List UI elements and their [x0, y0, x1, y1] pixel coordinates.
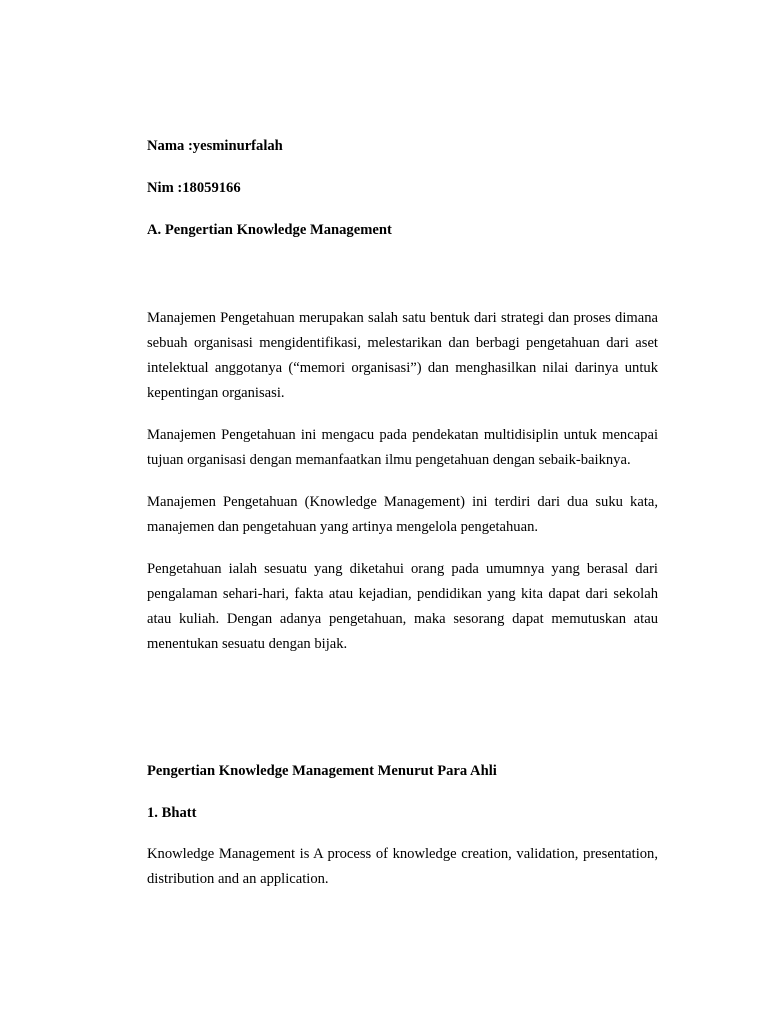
section-a-heading: A. Pengertian Knowledge Management — [147, 222, 392, 238]
student-name: Nama :yesminurfalah — [147, 138, 283, 154]
experts-heading: Pengertian Knowledge Management Menurut Para Ahli — [147, 763, 497, 779]
paragraph-bhatt: Knowledge Management is A process of knowledge creation, validation, presentation, distribution and an application. — [147, 846, 658, 887]
bhatt-heading: 1. Bhatt — [147, 805, 197, 821]
student-nim: Nim :18059166 — [147, 180, 241, 196]
paragraph-definition: Manajemen Pengetahuan merupakan salah satu bentuk dari strategi dan proses dimana sebuah organisasi mengidentifikasi, melestarikan dan berbagi pengetahuan dari aset intelektual anggotanya (“memori organisasi”) dan menghasilkan nilai darinya untuk kepentingan organisasi. — [147, 310, 658, 401]
paragraph-etymology: Manajemen Pengetahuan (Knowledge Management) ini terdiri dari dua suku kata, manajemen dan pengetahuan yang artinya mengelola pengetahuan. — [147, 494, 658, 535]
paragraph-knowledge: Pengetahuan ialah sesuatu yang diketahui orang pada umumnya yang berasal dari pengalaman sehari-hari, fakta atau kejadian, pendidikan yang kita dapat dari sekolah atau kuliah. Dengan adanya pengetahuan, maka sesorang dapat memutuskan atau menentukan sesuatu dengan bijak. — [147, 561, 658, 652]
document-body — [147, 136, 658, 892]
paragraph-multidisciplinary: Manajemen Pengetahuan ini mengacu pada pendekatan multidisiplin untuk mencapai tujuan organisasi dengan memanfaatkan ilmu pengetahuan dengan sebaik-baiknya. — [147, 427, 658, 468]
